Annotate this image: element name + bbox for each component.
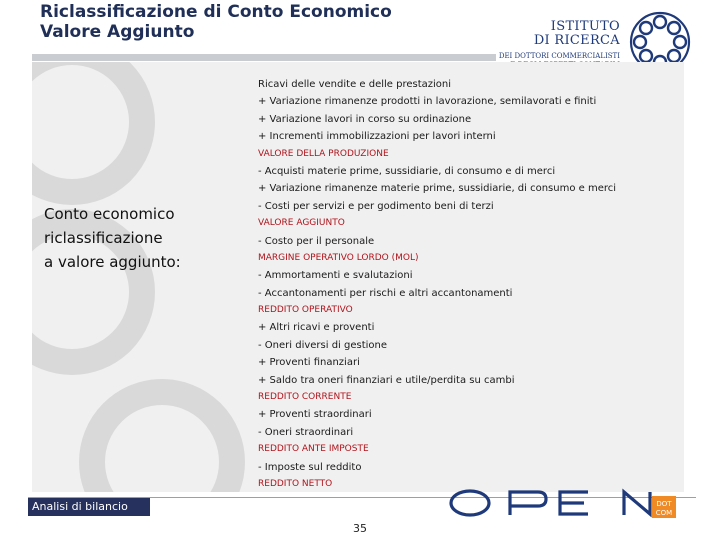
statement-row: - Accantonamenti per rischi e altri accantonamenti xyxy=(258,287,513,299)
statement-total-row: REDDITO NETTO xyxy=(258,478,333,489)
slide-title xyxy=(40,2,392,42)
statement-row: Ricavi delle vendite e delle prestazioni xyxy=(258,79,452,90)
statement-row: + Variazione rimanenze prodotti in lavorazione, semilavorati e finiti xyxy=(258,96,597,108)
slide-title-line-2: Valore Aggiunto xyxy=(40,22,195,42)
statement-row: - Oneri straordinari xyxy=(258,426,354,438)
statement-total-row: REDDITO CORRENTE xyxy=(258,392,352,403)
badge-line-2: COM xyxy=(655,509,673,517)
logo-name xyxy=(534,20,620,48)
statement-row: - Oneri diversi di gestione xyxy=(258,339,388,351)
statement-row: - Ammortamenti e svalutazioni xyxy=(258,270,413,282)
logo-name-line-1: ISTITUTO xyxy=(550,19,620,34)
statement-total-row: VALORE AGGIUNTO xyxy=(258,218,345,229)
open-brand-logo xyxy=(448,486,678,520)
statement-row: + Saldo tra oneri finanziari e utile/perdita su cambi xyxy=(258,374,515,386)
side-label-line-1: Conto economico xyxy=(44,205,175,223)
slide-title-line-1: Riclassificazione di Conto Economico xyxy=(40,2,392,22)
statement-row: + Incrementi immobilizzazioni per lavori interni xyxy=(258,131,496,143)
side-label xyxy=(44,202,181,274)
statement-row: + Variazione lavori in corso su ordinazione xyxy=(258,113,472,125)
statement-row: + Altri ricavi e proventi xyxy=(258,322,375,334)
statement-row: + Proventi finanziari xyxy=(258,357,360,369)
header-rule xyxy=(32,54,496,61)
logo-subtitle-line-1: DEI DOTTORI COMMERCIALISTI xyxy=(498,52,620,60)
footer-section-label: Analisi di bilancio xyxy=(28,498,150,516)
logo-name-line-2: DI RICERCA xyxy=(533,33,620,48)
income-statement-list xyxy=(258,76,616,493)
side-label-line-3: a valore aggiunto: xyxy=(44,253,181,271)
side-label-line-2: riclassificazione xyxy=(44,229,163,247)
statement-row: - Imposte sul reddito xyxy=(258,461,362,473)
statement-total-row: MARGINE OPERATIVO LORDO (MOL) xyxy=(258,252,419,263)
statement-row: - Costi per servizi e per godimento beni di terzi xyxy=(258,200,494,212)
statement-row: - Acquisti materie prime, sussidiarie, di consumo e di merci xyxy=(258,165,556,177)
statement-row: - Costo per il personale xyxy=(258,235,375,247)
statement-row: + Variazione rimanenze materie prime, sussidiarie, di consumo e merci xyxy=(258,183,617,195)
statement-row: + Proventi straordinari xyxy=(258,409,372,421)
statement-total-row: REDDITO ANTE IMPOSTE xyxy=(258,444,369,455)
statement-total-row: REDDITO OPERATIVO xyxy=(258,305,353,316)
badge-line-1: DOT xyxy=(656,500,672,508)
statement-total-row: VALORE DELLA PRODUZIONE xyxy=(258,148,389,159)
page-number: 35 xyxy=(353,522,367,535)
